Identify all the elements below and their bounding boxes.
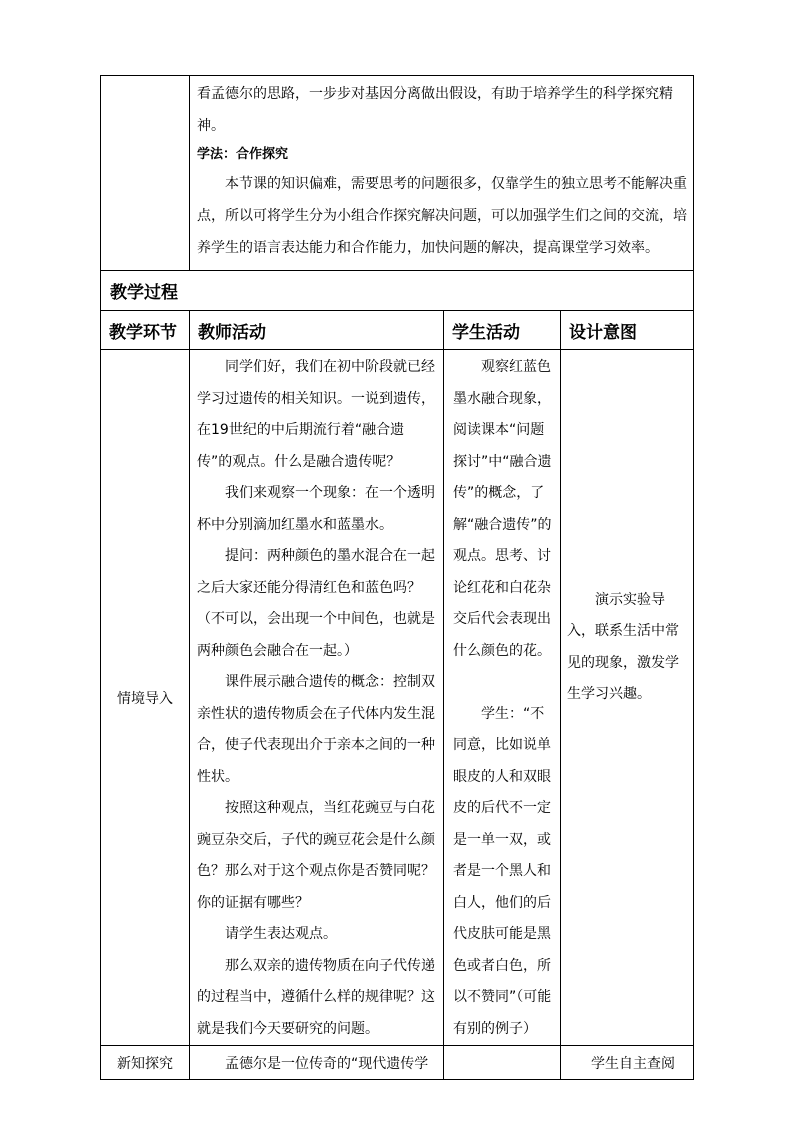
- student-spacer: [453, 667, 556, 699]
- teacher-para: 课件展示融合遗传的概念：控制双亲性状的遗传物质会在子代体内发生混合，使子代表现出介于亲本之间的一种性状。: [197, 674, 435, 785]
- teacher-para: （不可以，会出现一个中间色，也就是两种颜色会融合在一起。）: [197, 611, 435, 659]
- student-para: 学生：“不同意，比如说单眼皮的人和双眼皮的后代不一定是一单一双，或者是一个黑人和白人，他们的后代皮肤可能是黑色或者白色，所以不赞同”（可能有别的例子）: [453, 705, 552, 1037]
- design-para: 演示实验导入，联系生活中常见的现象，激发学生学习兴趣。: [567, 591, 679, 702]
- header-teacher: 教师活动: [190, 311, 444, 350]
- method-label: 学法：合作探究: [197, 147, 289, 162]
- header-student: 学生活动: [444, 311, 561, 350]
- header-design: 设计意图: [561, 311, 694, 350]
- header-stage: 教学环节: [101, 311, 190, 350]
- teacher-para: 我们来观察一个现象：在一个透明杯中分别滴加红墨水和蓝墨水。: [197, 485, 435, 533]
- teacher-para: 提问：两种颜色的墨水混合在一起之后大家还能分得清红色和蓝色吗？: [197, 548, 435, 596]
- top-empty-cell: [101, 76, 190, 271]
- teacher-para: 按照这种观点，当红花豌豆与白花豌豆杂交后，子代的豌豆花会是什么颜色？那么对于这个观点你是否赞同呢？你的证据有哪些？: [197, 800, 435, 911]
- student-explore: [444, 1046, 561, 1080]
- header-row: [101, 311, 694, 350]
- method-cell: [190, 76, 694, 271]
- teacher-para: 请学生表达观点。: [225, 926, 337, 942]
- section-row: [101, 271, 694, 311]
- row-explore: [101, 1046, 694, 1080]
- top-row: [101, 76, 694, 271]
- prev-line: 看孟德尔的思路，一步步对基因分离做出假设，有助于培养学生的科学探究精神。: [197, 86, 673, 134]
- row-intro: [101, 350, 694, 1046]
- method-text: 本节课的知识偏难，需要思考的问题很多，仅靠学生的独立思考不能解决重点，所以可将学生分为小组合作探究解决问题，可以加强学生们之间的交流，培养学生的语言表达能力和合作能力，加快问题的解决，提高课堂学习效率。: [197, 176, 687, 256]
- teacher-para: 同学们好，我们在初中阶段就已经学习过遗传的相关知识。一说到遗传，在19世纪的中后期流行着“融合遗传”的观点。什么是融合遗传呢？: [197, 359, 435, 470]
- teacher-intro: [190, 350, 444, 1046]
- student-intro: [444, 350, 561, 1046]
- teacher-explore: 孟德尔是一位传奇的“现代遗传学: [190, 1046, 444, 1080]
- section-title: 教学过程: [101, 271, 694, 311]
- student-para: 观察红蓝色墨水融合现象，阅读课本“问题探讨”中“融合遗传”的概念，了解“融合遗传”的观点。思考、讨论红花和白花杂交后代会表现出什么颜色的花。: [453, 359, 552, 659]
- teacher-para: 那么双亲的遗传物质在向子代传递的过程当中，遵循什么样的规律呢？这就是我们今天要研究的问题。: [197, 957, 435, 1037]
- lesson-plan-table: [100, 75, 694, 1080]
- design-explore: 学生自主查阅: [561, 1046, 694, 1080]
- design-intro: [561, 350, 694, 1046]
- stage-explore: 新知探究: [101, 1046, 190, 1080]
- stage-intro: 情境导入: [101, 350, 190, 1046]
